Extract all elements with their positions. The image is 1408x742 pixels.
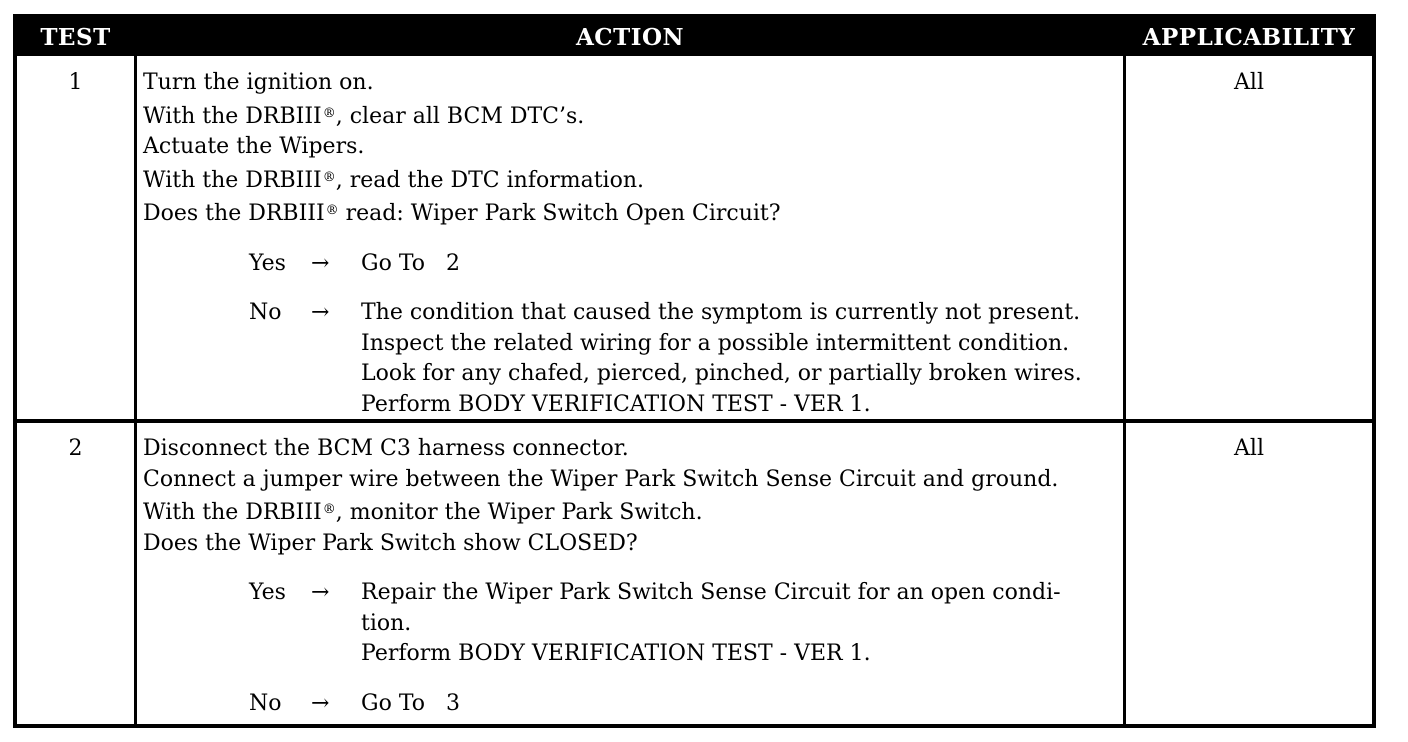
action-cell [143,434,1118,719]
action-steps [143,434,1118,559]
registered-mark: ® [322,105,336,121]
registered-mark: ® [322,169,336,185]
result-line: tion. [361,610,412,636]
action-step: Does the DRBIII® read: Wiper Park Switch Open Circuit? [143,201,781,226]
action-step: Connect a jumper wire between the Wiper Park Switch Sense Circuit and ground. [143,466,1059,492]
result-line: The condition that caused the symptom is currently not present. [361,300,1081,325]
yes-label: Yes [249,250,286,276]
action-step: With the DRBIII®, monitor the Wiper Park Switch. [143,500,703,525]
action-step: Turn the ignition on. [143,70,374,95]
table-row [17,56,1372,419]
table-header [17,18,1372,56]
result-line: Look for any chafed, pierced, pinched, or partially broken wires. [361,361,1082,386]
applicability-value: All [1234,70,1264,95]
header-applicability: APPLICABILITY [1142,24,1356,51]
no-result [143,689,1118,720]
no-text [361,298,1118,420]
no-label: No [249,300,282,325]
yes-text [361,578,1118,670]
result-line: Perform BODY VERIFICATION TEST - VER 1. [361,641,871,666]
action-step: Does the Wiper Park Switch show CLOSED? [143,530,638,556]
action-steps [143,68,1118,230]
yes-label: Yes [249,580,286,605]
action-step: With the DRBIII®, clear all BCM DTC’s. [143,103,585,129]
registered-mark: ® [325,203,339,218]
action-step: Disconnect the BCM C3 harness connector. [143,436,629,461]
yes-result [143,249,1118,280]
action-cell [143,68,1118,420]
table-row [17,423,1372,724]
no-label: No [249,690,282,716]
arrow-right-icon: → [311,300,330,325]
header-test: TEST [40,24,111,51]
arrow-right-icon: → [311,690,330,716]
result-line: Go To 2 [361,250,460,276]
applicability-value: All [1234,436,1264,461]
result-line: Repair the Wiper Park Switch Sense Circuit for an open condi- [361,580,1061,605]
result-line: Inspect the related wiring for a possible intermittent condition. [361,330,1070,356]
yes-text [361,249,1118,280]
action-step: With the DRBIII®, read the DTC information. [143,167,644,193]
registered-mark: ® [322,502,336,517]
diagnostic-test-table [13,14,1376,728]
result-line: Go To 3 [361,690,460,716]
yes-result [143,578,1118,670]
test-number: 1 [68,70,83,95]
arrow-right-icon: → [311,580,330,605]
result-line: Perform BODY VERIFICATION TEST - VER 1. [361,391,871,417]
arrow-right-icon: → [311,250,330,276]
no-text [361,689,1118,720]
header-action: ACTION [575,24,685,51]
no-result [143,298,1118,420]
test-number: 2 [68,436,83,461]
action-step: Actuate the Wipers. [143,134,365,159]
